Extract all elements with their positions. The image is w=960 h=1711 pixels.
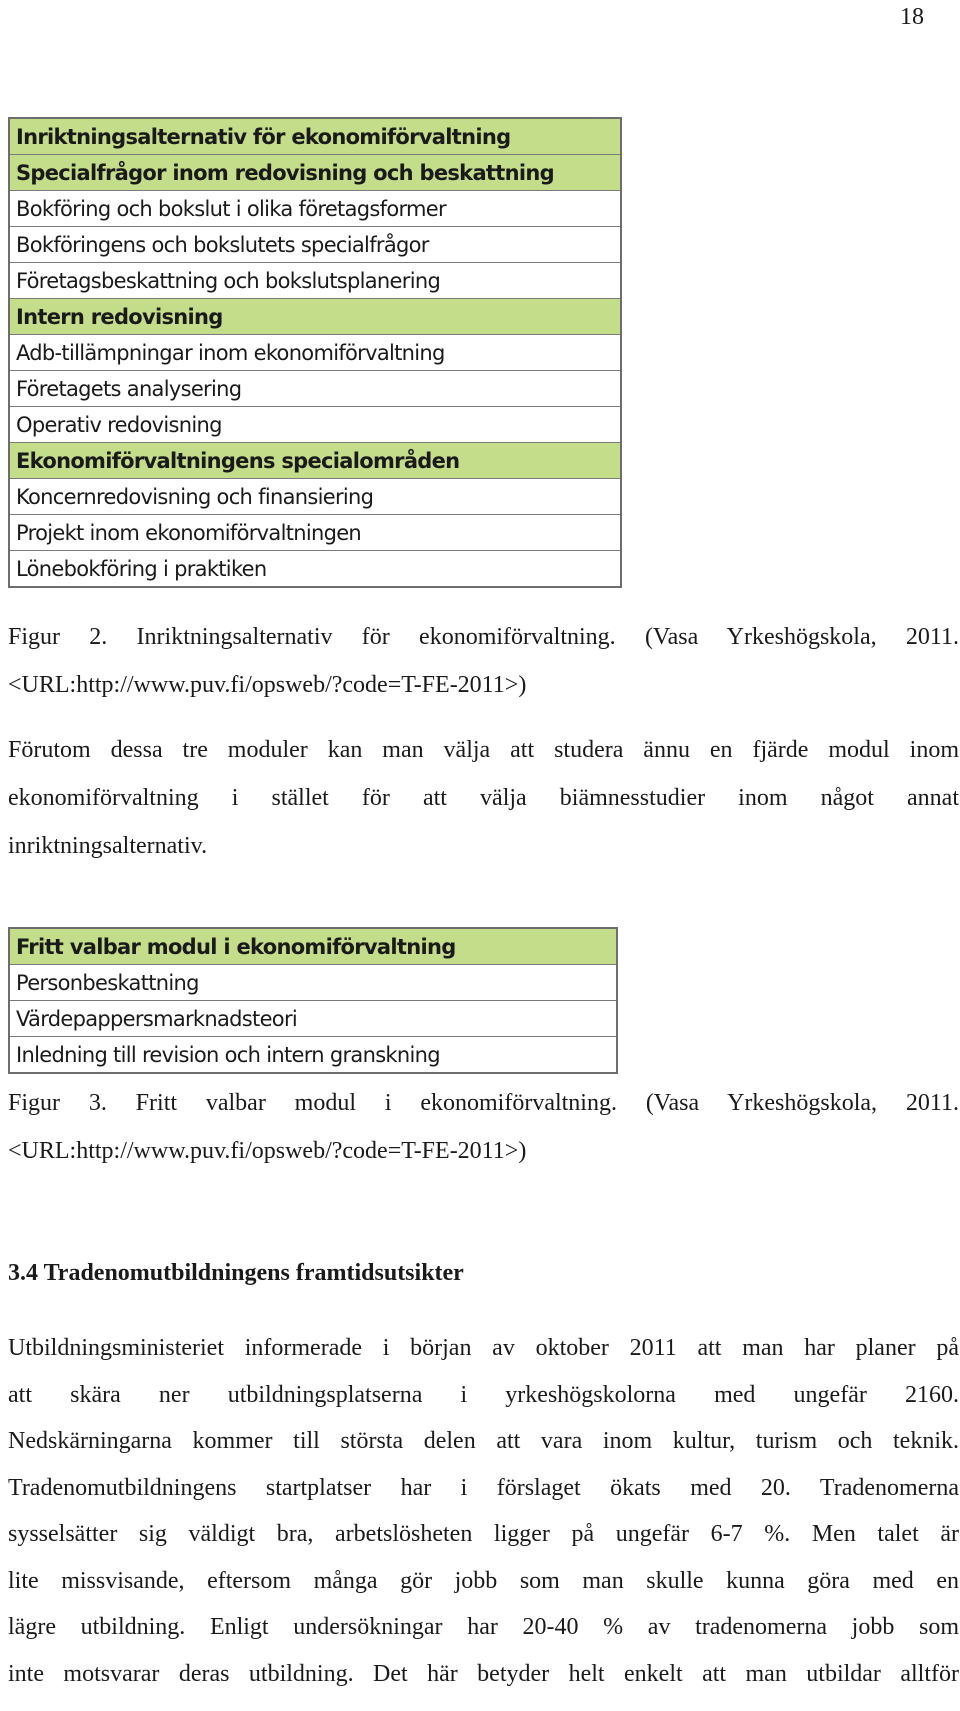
table-row: [9, 965, 617, 1001]
figure-2-caption: [8, 613, 959, 661]
figure-2-caption-url: [8, 661, 959, 709]
table-cell: Projekt inom ekonomiförvaltningen: [9, 515, 621, 551]
table-heading-cell: Inriktningsalternativ för ekonomiförvaltning: [9, 118, 621, 155]
paragraph-1-line3: inriktningsalternativ.: [8, 833, 208, 859]
table-row: [9, 515, 621, 551]
table-cell: Värdepappersmarknadsteori: [9, 1001, 617, 1037]
table-heading-cell: Fritt valbar modul i ekonomiförvaltning: [9, 928, 617, 965]
body-text-line: sysselsätter sig väldigt bra, arbetslösheten ligger på ungefär 6-7 %. Men talet är: [8, 1521, 959, 1547]
table-cell: Företagsbeskattning och bokslutsplanering: [9, 263, 621, 299]
table-row: [9, 443, 621, 479]
table-row: [9, 407, 621, 443]
table-cell: Inledning till revision och intern granskning: [16, 1042, 440, 1067]
body-text-line: lite missvisande, eftersom många gör jobb som man skulle kunna göra med en: [8, 1567, 959, 1594]
figure-3-caption-line2: <URL:http://www.puv.fi/opsweb/?code=T-FE-2011>): [8, 1138, 527, 1164]
paragraph-1-line1: Förutom dessa tre moduler kan man välja att studera ännu en fjärde modul inom: [8, 737, 959, 763]
table-heading-cell: Specialfrågor inom redovisning och beskattning: [9, 155, 621, 191]
page-number: 18: [900, 4, 924, 30]
table-row: [9, 371, 621, 407]
body-text-line: att skära ner utbildningsplatserna i yrkeshögskolorna med ungefär 2160.: [8, 1381, 959, 1408]
table-row: [9, 551, 621, 588]
figure-2-table: [8, 117, 622, 588]
table-row: [9, 227, 621, 263]
body-text-line: Utbildningsministeriet informerade i början av oktober 2011 att man har planer på: [8, 1335, 959, 1361]
section-heading: 3.4 Tradenomutbildningens framtidsutsikter: [8, 1260, 464, 1286]
table-row: [9, 155, 621, 191]
table-row: [9, 263, 621, 299]
figure-2-caption-line2: <URL:http://www.puv.fi/opsweb/?code=T-FE-2011>): [8, 672, 527, 698]
table-cell: Koncernredovisning och finansiering: [9, 479, 621, 515]
paragraph-1-line2: ekonomiförvaltning i stället för att välja biämnesstudier inom något annat: [8, 785, 959, 811]
table-heading-cell: Intern redovisning: [9, 299, 621, 335]
body-text-line: Tradenomutbildningens startplatser har i förslaget ökats med 20. Tradenomerna: [8, 1474, 959, 1501]
table-row: [9, 191, 621, 227]
figure-3-caption-line1: Figur 3. Fritt valbar modul i ekonomiförvaltning. (Vasa Yrkeshögskola, 2011.: [8, 1090, 959, 1116]
table-row: [9, 1001, 617, 1037]
table-row: [9, 928, 617, 965]
body-text-line: Nedskärningarna kommer till största delen att vara inom kultur, turism och teknik.: [8, 1428, 959, 1454]
table-row: [9, 118, 621, 155]
body-text-line: inte motsvarar deras utbildning. Det här betyder helt enkelt att man utbildar alltför: [8, 1660, 959, 1687]
body-text-line: lägre utbildning. Enligt undersökningar har 20-40 % av tradenomerna jobb som: [8, 1614, 959, 1640]
table-row: [9, 479, 621, 515]
table-row: [9, 1037, 617, 1074]
table-cell: Bokföringens och bokslutets specialfrågor: [9, 227, 621, 263]
table-cell: Lönebokföring i praktiken: [16, 556, 267, 581]
table-heading-cell: Ekonomiförvaltningens specialområden: [9, 443, 621, 479]
figure-3-table: [8, 927, 618, 1074]
figure-2-caption-line1: Figur 2. Inriktningsalternativ för ekonomiförvaltning. (Vasa Yrkeshögskola, 2011.: [8, 624, 959, 650]
table-row: [9, 299, 621, 335]
table-cell: Företagets analysering: [9, 371, 621, 407]
table-cell: Personbeskattning: [9, 965, 617, 1001]
table-cell: Operativ redovisning: [9, 407, 621, 443]
table-cell: Adb-tillämpningar inom ekonomiförvaltning: [9, 335, 621, 371]
table-row: [9, 335, 621, 371]
table-cell: Bokföring och bokslut i olika företagsformer: [9, 191, 621, 227]
